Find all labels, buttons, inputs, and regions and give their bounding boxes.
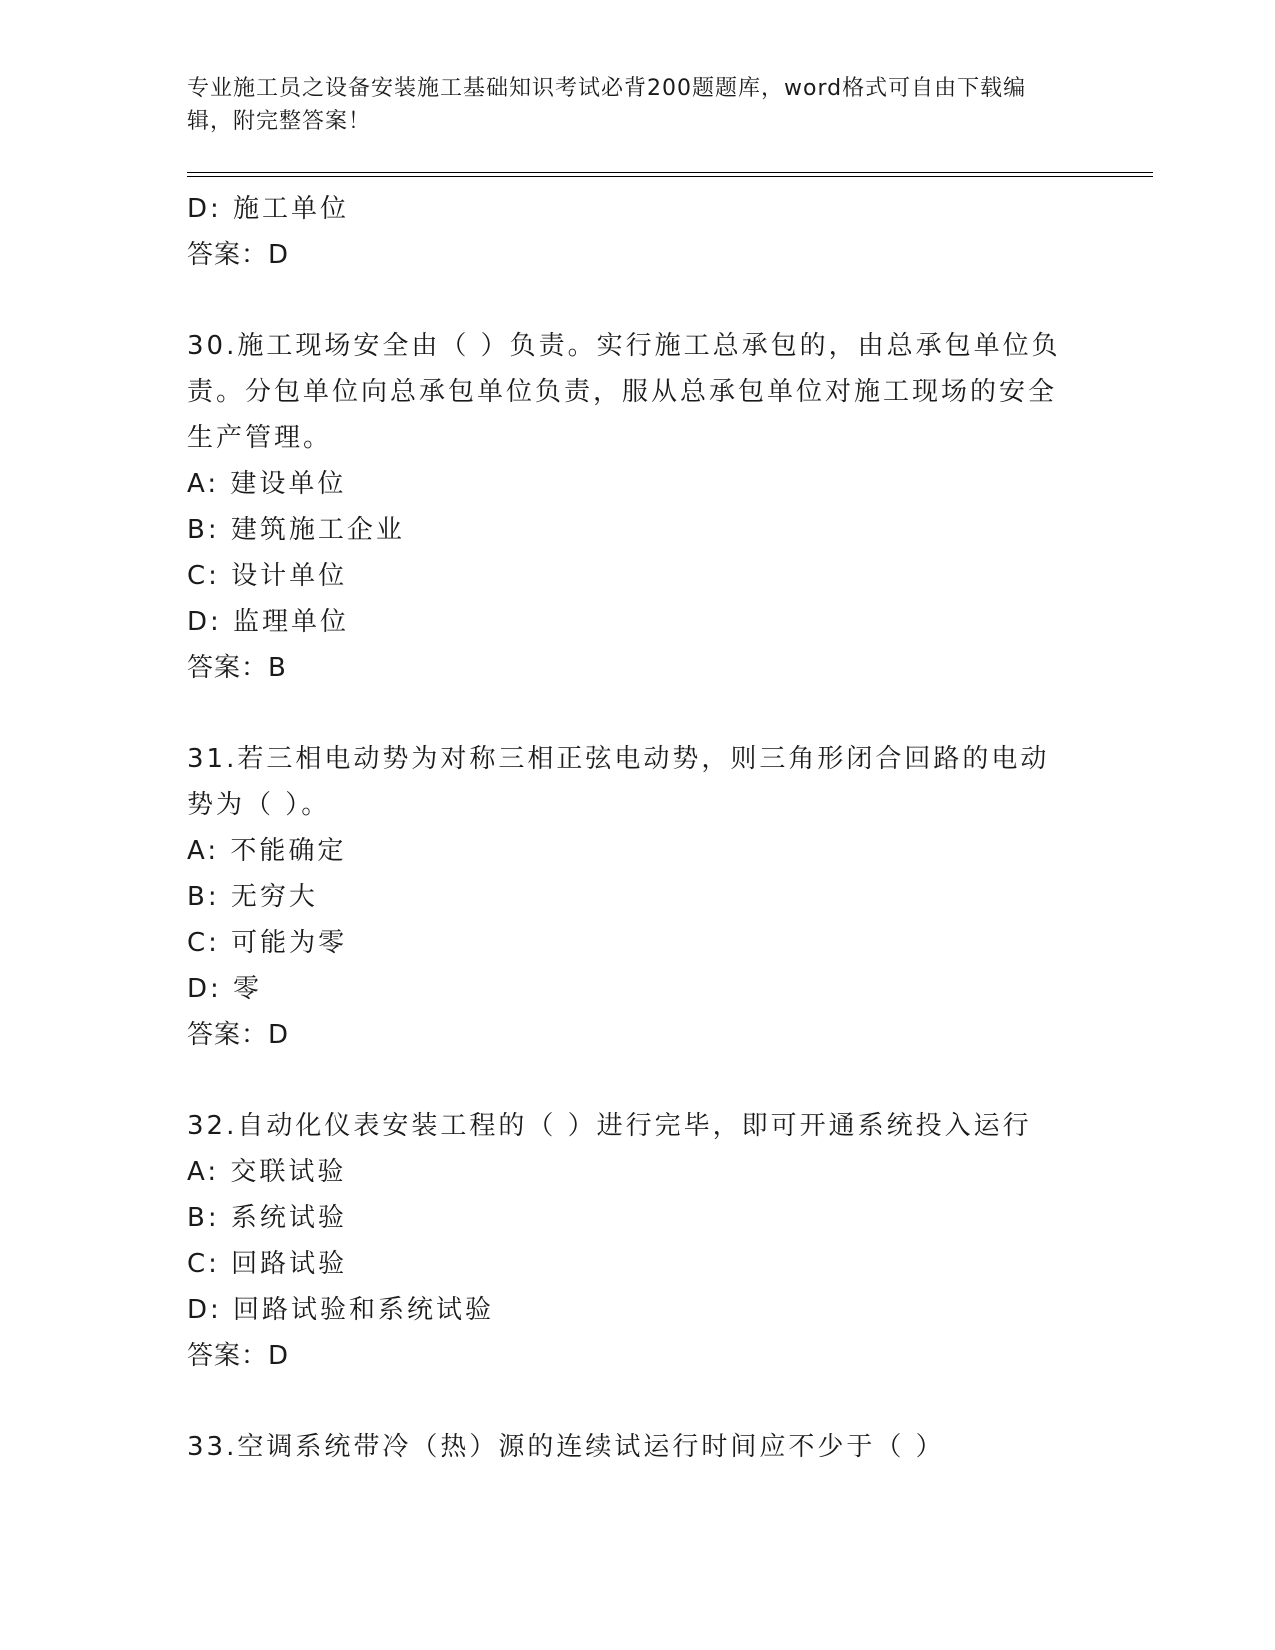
question-29-tail	[187, 186, 1087, 278]
question-30	[187, 323, 1087, 691]
spacer	[187, 1379, 1087, 1424]
question-stem: 32.自动化仪表安装工程的（ ）进行完毕，即可开通系统投入运行	[187, 1111, 1032, 1141]
option-line: A: 交联试验	[187, 1157, 347, 1187]
option-line: A: 建设单位	[187, 469, 347, 499]
question-31	[187, 736, 1087, 1058]
answer-line: 答案：D	[187, 1020, 290, 1050]
question-list	[187, 186, 1087, 1470]
answer-line: 答案：D	[187, 240, 290, 270]
option-line: D: 施工单位	[187, 194, 350, 224]
option-line: B: 无穷大	[187, 882, 318, 912]
spacer	[187, 691, 1087, 736]
option-line: D: 零	[187, 974, 263, 1004]
question-stem: 30.施工现场安全由（ ）负责。实行施工总承包的，由总承包单位负责。分包单位向总承包单位负责，服从总承包单位对施工现场的安全生产管理。	[187, 331, 1061, 453]
option-line: D: 回路试验和系统试验	[187, 1295, 495, 1325]
option-line: B: 建筑施工企业	[187, 515, 405, 545]
option-line: C: 设计单位	[187, 561, 348, 591]
spacer	[187, 278, 1087, 323]
question-32	[187, 1103, 1087, 1379]
question-33	[187, 1424, 1087, 1470]
page-header	[187, 72, 1067, 138]
header-rule-top	[187, 172, 1153, 173]
question-stem: 31.若三相电动势为对称三相正弦电动势，则三角形闭合回路的电动势为（ ）。	[187, 744, 1050, 820]
header-title: 专业施工员之设备安装施工基础知识考试必背200题题库，word格式可自由下载编辑，附完整答案！	[187, 76, 1027, 134]
option-line: A: 不能确定	[187, 836, 347, 866]
question-stem: 33.空调系统带冷（热）源的连续试运行时间应不少于（ ）	[187, 1432, 945, 1462]
answer-line: 答案：D	[187, 1341, 290, 1371]
option-line: B: 系统试验	[187, 1203, 347, 1233]
header-rule-bottom	[187, 176, 1153, 177]
option-line: C: 可能为零	[187, 928, 348, 958]
spacer	[187, 1058, 1087, 1103]
option-line: C: 回路试验	[187, 1249, 348, 1279]
answer-line: 答案：B	[187, 653, 287, 683]
option-line: D: 监理单位	[187, 607, 350, 637]
